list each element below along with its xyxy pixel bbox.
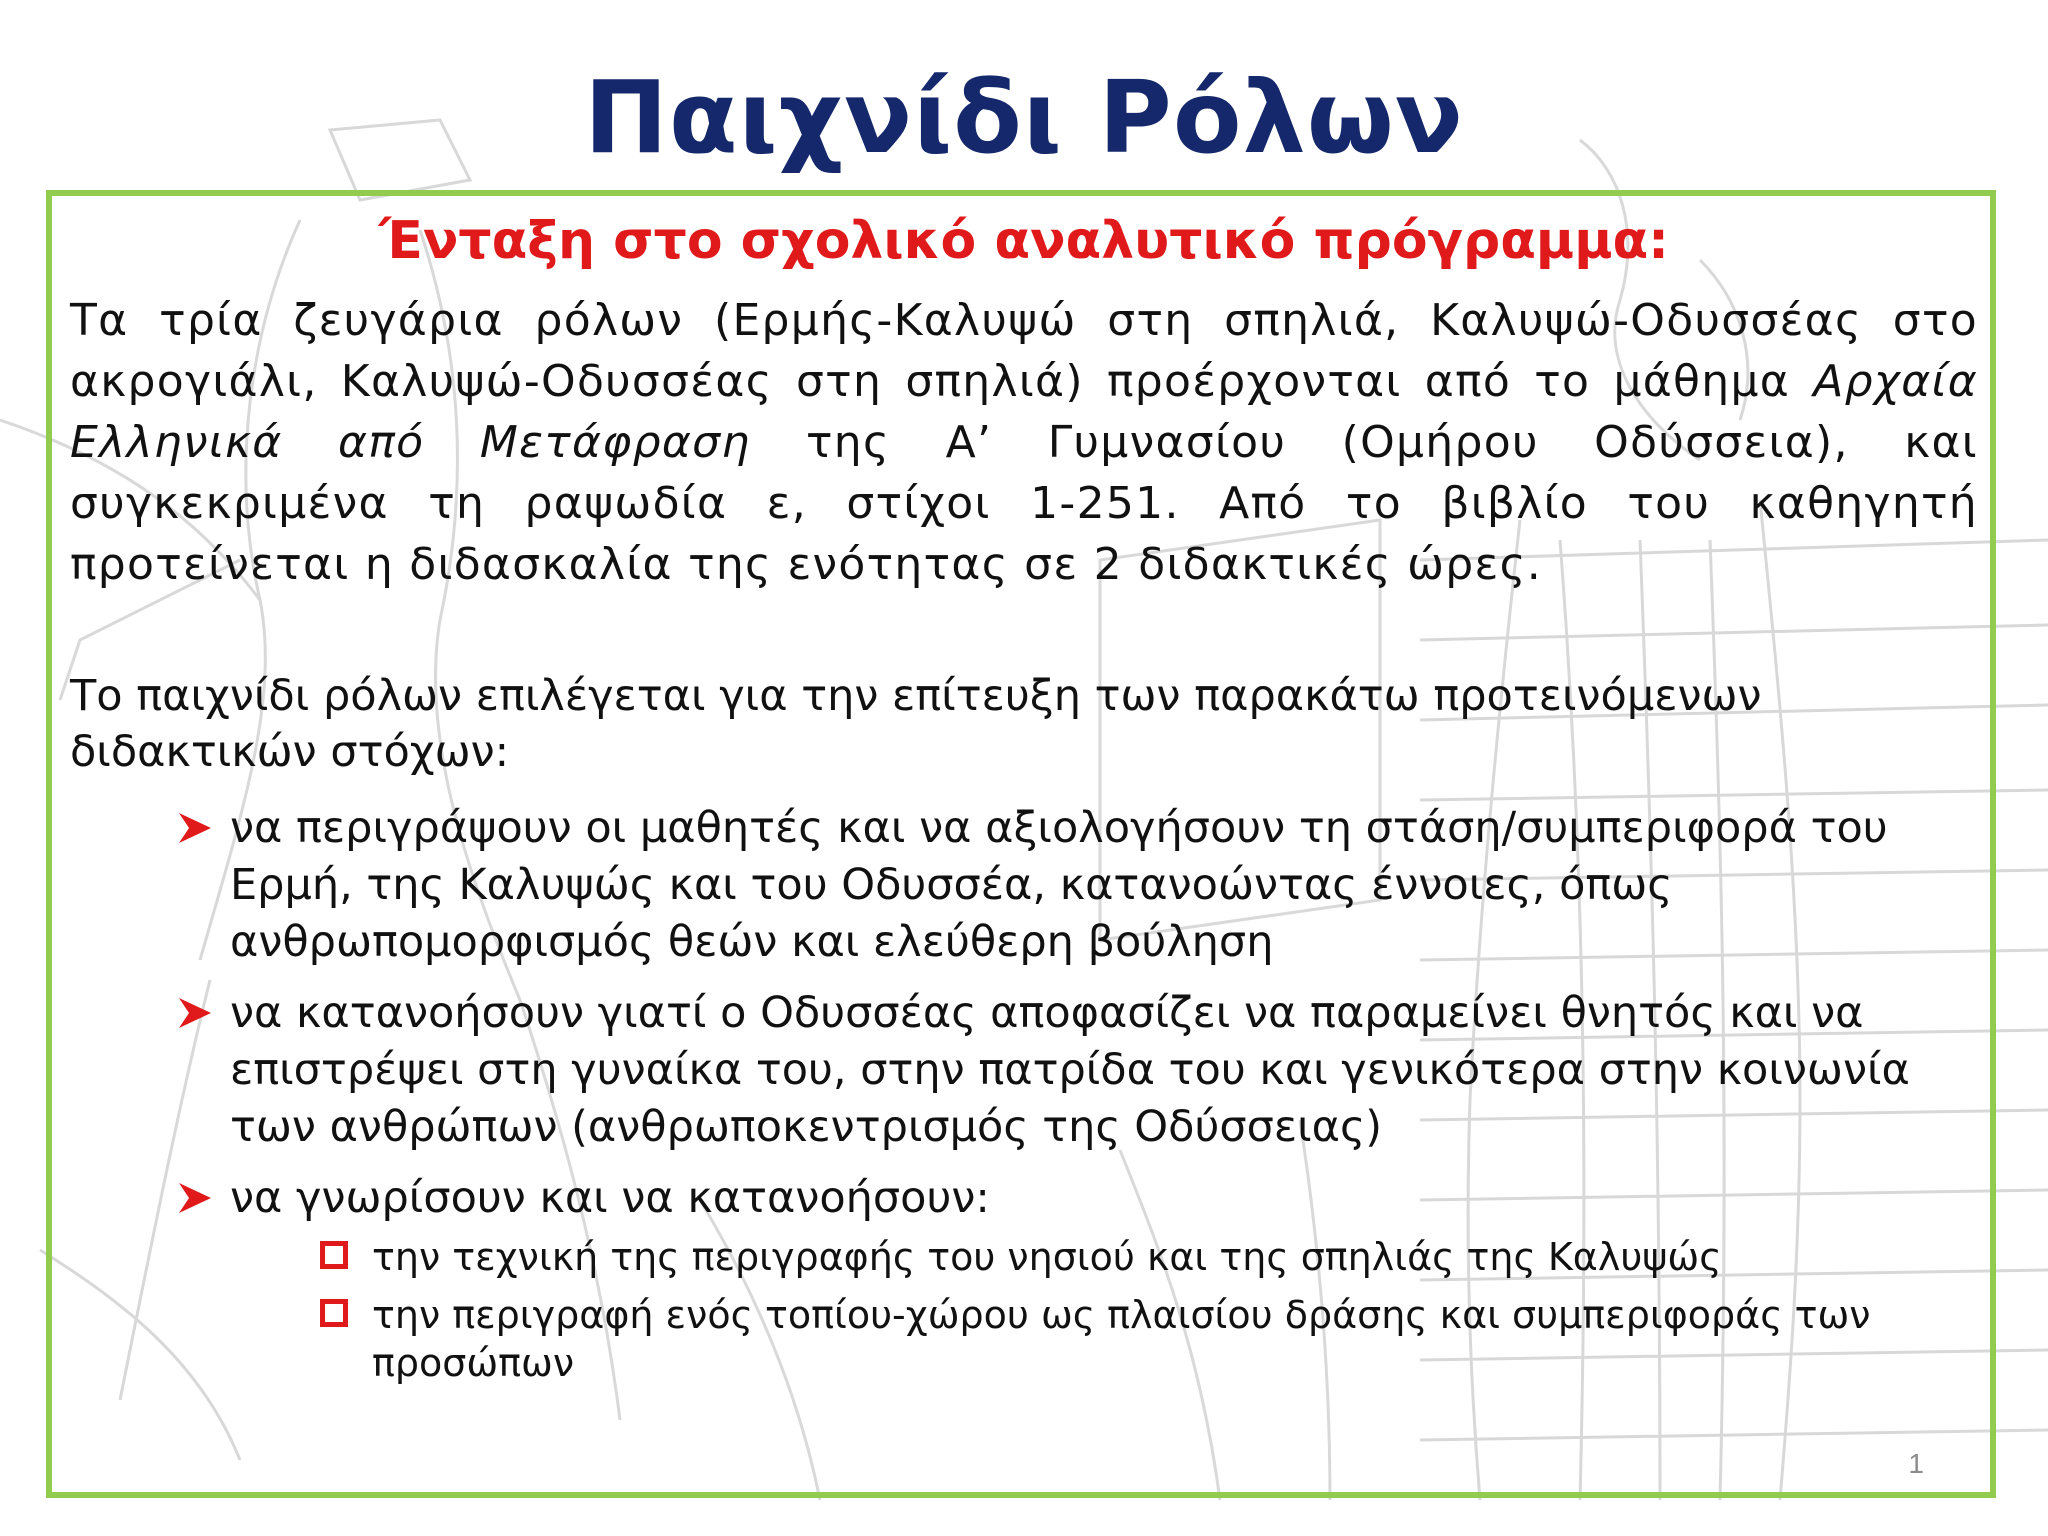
objectives-intro: Το παιχνίδι ρόλων επιλέγεται για την επίτευξη των παρακάτω προτεινόμενων διδακτικών στόχων: (70, 671, 1762, 777)
sub-objective-text: την τεχνική της περιγραφής του νησιού και της σπηλιάς της Καλυψώς (372, 1235, 1722, 1279)
list-item (175, 1170, 1965, 1387)
objectives-list (175, 800, 1965, 1401)
list-item (175, 985, 1965, 1156)
arrow-bullet-icon (175, 1180, 215, 1216)
intro-text-end: της Α’ Γυμνασίου (Ομήρου Οδύσσεια), και συγκεκριμένα τη ραψωδία ε, στίχοι 1-251. Από το βιβλίο του καθηγητή προτείνεται η διδασκαλία της ενότητας σε 2 διδακτικές ώρες. (70, 417, 1978, 590)
objective-text: να κατανοήσουν γιατί ο Οδυσσέας αποφασίζει να παραμείνει θνητός και να επιστρέψει στη γυναίκα του, στην πατρίδα του και γενικότερα στην κοινωνία των ανθρώπων (ανθρωποκεντρισμός της Οδύσσειας) (230, 988, 1910, 1152)
list-item (175, 800, 1965, 971)
slide-title: Παιχνίδι Ρόλων (584, 59, 1464, 176)
intro-text-start: Τα τρία ζευγάρια ρόλων (Ερμής-Καλυψώ στη σπηλιά, Καλυψώ-Οδυσσέας στο ακρογιάλι, Καλυψώ-Οδυσσέας στη σπηλιά) προέρχονται από το μάθημα (70, 295, 1978, 407)
checkbox-bullet-icon (320, 1241, 348, 1269)
sub-objectives-list (320, 1233, 1965, 1387)
list-item (320, 1233, 1965, 1281)
intro-paragraph (70, 290, 1978, 595)
sub-objective-text: την περιγραφή ενός τοπίου-χώρου ως πλαισίου δράσης και συμπεριφοράς των προσώπων (372, 1293, 1871, 1385)
arrow-bullet-icon (175, 995, 215, 1031)
course-title: Αρχαία Ελληνικά από Μετάφραση (70, 356, 1978, 468)
page-number: 1 (1908, 1448, 1924, 1479)
objective-text: να περιγράψουν οι μαθητές και να αξιολογήσουν τη στάση/συμπεριφορά του Ερμή, της Καλυψώς και του Οδυσσέα, κατανοώντας έννοιες, όπως ανθρωπομορφισμός θεών και ελεύθερη βούληση (230, 803, 1888, 967)
checkbox-bullet-icon (320, 1299, 348, 1327)
list-item (320, 1291, 1965, 1387)
arrow-bullet-icon (175, 810, 215, 846)
objective-text: να γνωρίσουν και να κατανοήσουν: (230, 1173, 990, 1223)
section-subtitle: Ένταξη στο σχολικό αναλυτικό πρόγραμμα: (379, 211, 1669, 271)
